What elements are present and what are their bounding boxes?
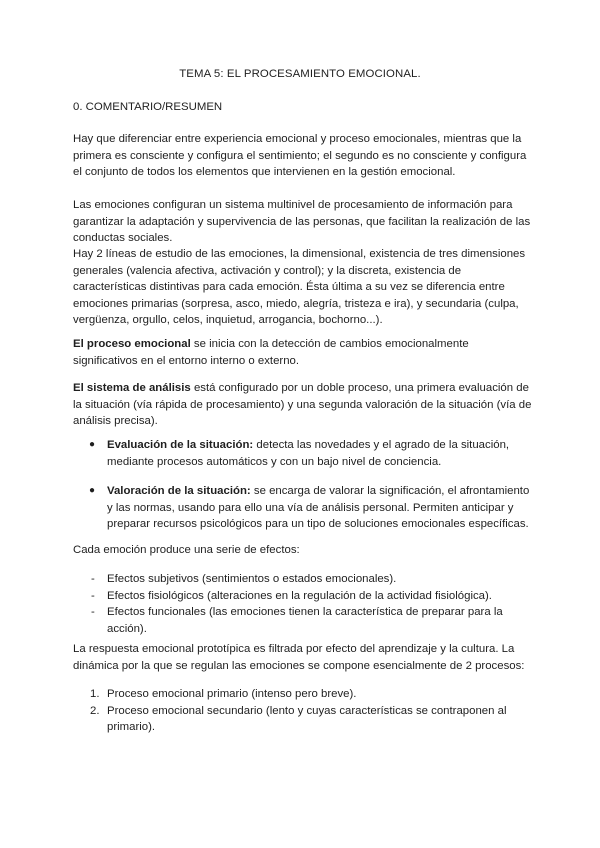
bullet-marker: ● [89,439,96,450]
bullet-list [73,437,535,470]
section-heading: 0. COMENTARIO/RESUMEN [73,101,223,113]
list-item [73,588,535,605]
list-item-text: Efectos subjetivos (sentimientos o estados emocionales). [107,573,397,585]
list-item [73,686,535,703]
list-item-text: detecta las novedades y el agrado de la situación, mediante procesos automáticos y con un bajo nivel de conciencia. [107,439,510,468]
dash-marker: - [91,573,95,585]
list-item-text: Proceso emocional secundario (lento y cuyas características se contraponen al primario). [107,704,507,734]
paragraph-emotional-process [73,336,535,369]
list-item-text: se encarga de valorar la significación, el afrontamiento y las normas, usando para ello una vía de análisis personal. Permiten anticipar y preparar recursos psicológicos para un tipo de soluciones emocionales específicas. [107,485,530,531]
paragraph-effects-intro: Cada emoción produce una serie de efectos: [73,544,300,556]
paragraph-analysis-system [73,380,535,430]
bullet-marker: ● [89,485,96,496]
number-marker: 2. [90,704,100,717]
paragraph-text: está configurado por un doble proceso, una primera evaluación de la situación (vía rápida de procesamiento) y una segunda valoración de la situación (vía de análisis precisa). [73,382,532,428]
bold-term: El proceso emocional [73,338,191,350]
list-item [73,483,535,533]
dash-marker: - [91,606,95,619]
paragraph-text: se inicia con la detección de cambios emocionalmente significativos en el entorno interno o externo. [73,338,469,367]
paragraph-regulation: La respuesta emocional prototípica es filtrada por efecto del aprendizaje y la cultura. La dinámica por la que se regulan las emociones se compone esencialmente de 2 procesos: [73,643,525,672]
bold-term: Evaluación de la situación: [107,439,254,451]
paragraph-experience: Hay que diferenciar entre experiencia emocional y proceso emocionales, mientras que la primera es consciente y configura el sentimiento; el segundo es no consciente y configura el conjunto de todos los elementos que intervienen en la gestión emocional. [73,133,527,179]
list-item-text: Efectos fisiológicos (alteraciones en la regulación de la actividad fisiológica). [107,589,492,602]
effects-list [73,571,535,637]
bullet-list [73,483,535,533]
number-marker: 1. [90,688,100,700]
list-item-text: Efectos funcionales (las emociones tienen la característica de preparar para la acción). [107,606,503,635]
bold-term: El sistema de análisis [73,382,191,394]
list-item [73,604,535,637]
dash-marker: - [91,589,95,602]
paragraph-multilevel-system: Las emociones configuran un sistema multinivel de procesamiento de información para garantizar la adaptación y supervivencia de las personas, que facilitan la realización de las conductas sociales. [73,199,531,245]
paragraph-study-lines: Hay 2 líneas de estudio de las emociones, la dimensional, existencia de tres dimensiones generales (valencia afectiva, activación y control); y la discreta, existencia de características distintivas para cada emoción. Ésta última a su vez se diferencia entre emociones primarias (sorpresa, asco, miedo, alegría, tristeza e ira), y secundaria (culpa, vergüenza, orgullo, celos, inquietud, arrogancia, bochorno...). [73,248,526,327]
list-item [73,437,535,470]
processes-list [73,686,535,736]
bold-term: Valoración de la situación: [107,485,251,497]
document-title: TEMA 5: EL PROCESAMIENTO EMOCIONAL. [179,68,421,80]
list-item [73,703,535,736]
list-item-text: Proceso emocional primario (intenso pero breve). [107,688,357,700]
list-item [73,571,535,588]
